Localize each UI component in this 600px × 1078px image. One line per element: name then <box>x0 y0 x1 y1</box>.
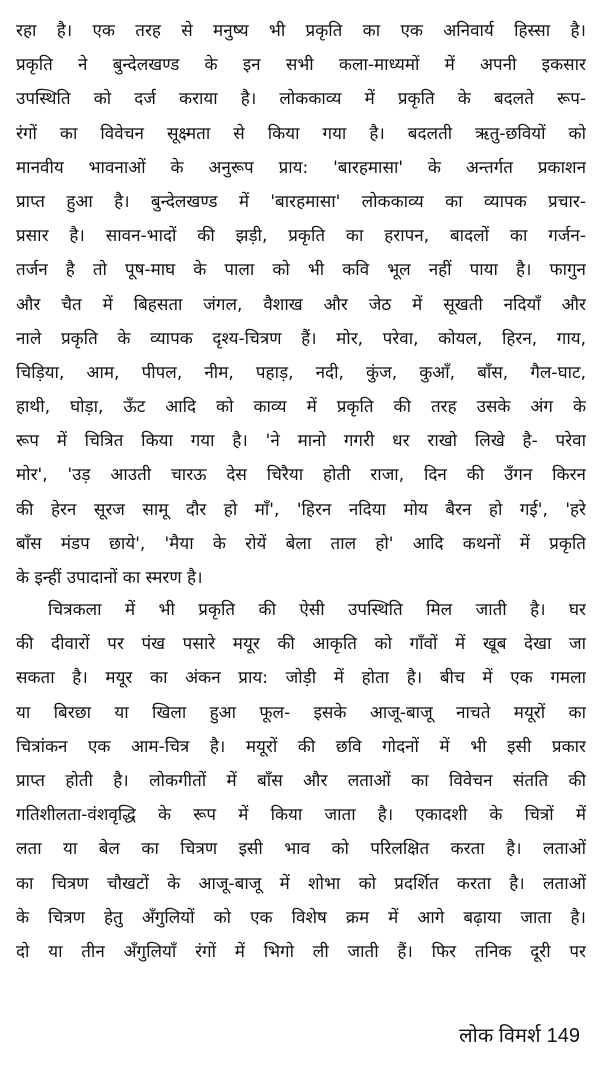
text-line: प्राप्त हुआ है। बुन्देलखण्ड में 'बारहमासा' लोककाव्य का व्यापक प्रचार- <box>16 191 586 212</box>
text-line: हाथी, घोड़ा, ऊँट आदि को काव्य में प्रकृति की तरह उसके अंग के <box>16 397 586 418</box>
text-line: लता या बेल का चित्रण इसी भाव को परिलक्षित करता है। लताओं <box>16 839 586 860</box>
text-line: प्रकृति ने बुन्देलखण्ड के इन सभी कला-माध्यमों में अपनी इकसार <box>16 55 586 76</box>
text-line: उपस्थिति को दर्ज कराया है। लोककाव्य में प्रकृति के बदलते रूप- <box>16 89 586 110</box>
text-line: तर्जन है तो पूष-माघ के पाला को भी कवि भूल नहीं पाया है। फागुन <box>16 260 586 281</box>
text-line: चित्रकला में भी प्रकृति की ऐसी उपस्थिति मिल जाती है। घर <box>48 600 586 620</box>
text-line: बाँस मंडप छाये', 'मैया के रोयें बेला ताल हो' आदि कथनों में प्रकृति <box>16 533 586 554</box>
text-line: रूप में चित्रित किया गया है। 'ने मानो गगरी धर राखो लिखे है- परेवा <box>16 431 586 452</box>
text-line: रहा है। एक तरह से मनुष्य भी प्रकृति का एक अनिवार्य हिस्सा है। <box>16 21 586 41</box>
text-line: की हेरन सूरज सामू दौर हो माँ', 'हिरन नदिया मोय बैरन हो गई', 'हरे <box>16 499 586 520</box>
text-line: का चित्रण चौखटों के आजू-बाजू में शोभा को प्रदर्शित करता है। लताओं <box>16 873 586 894</box>
text-line: चिड़िया, आम, पीपल, नीम, पहाड़, नदी, कुंज, कुआँ, बाँस, गैल-घाट, <box>16 362 586 383</box>
text-line: या बिरछा या खिला हुआ फूल- इसके आजू-बाजू नाचते मयूरों का <box>16 702 586 723</box>
text-line: सकता है। मयूर का अंकन प्राय: जोड़ी में होता है। बीच में एक गमला <box>16 668 586 689</box>
text-line: के चित्रण हेतु अँगुलियों को एक विशेष क्रम में आगे बढ़ाया जाता है। <box>16 907 586 928</box>
text-line: गतिशीलता-वंशवृद्धि के रूप में किया जाता है। एकादशी के चित्रों में <box>16 805 586 826</box>
publication-title: लोक विमर्श <box>459 1025 541 1047</box>
text-line: की दीवारों पर पंख पसारे मयूर की आकृति को गाँवों में खूब देखा जा <box>16 634 586 655</box>
paragraph-1 <box>16 14 586 595</box>
text-line: दो या तीन अँगुलियाँ रंगों में भिगो ली जाती हैं। फिर तनिक दूरी पर <box>16 941 586 962</box>
text-line: के इन्हीं उपादानों का स्मरण है। <box>16 568 203 588</box>
page-number: 149 <box>546 1025 580 1047</box>
text-line: मोर', 'उड़ आउती चारऊ देस चिरैया होती राजा, दिन की उँगन किरन <box>16 465 586 486</box>
text-line: मानवीय भावनाओं के अनुरूप प्राय: 'बारहमासा' के अन्तर्गत प्रकाशन <box>16 157 586 178</box>
text-line: रंगों का विवेचन सूक्ष्मता से किया गया है। बदलती ऋतु-छवियों को <box>16 123 586 144</box>
text-line: प्राप्त होती है। लोकगीतों में बाँस और लताओं का विवेचन संतति की <box>16 770 586 791</box>
paragraph-2 <box>16 593 586 969</box>
text-line: प्रसार है। सावन-भादों की झड़ी, प्रकृति का हरापन, बादलों का गर्जन- <box>16 226 586 247</box>
text-line: और चैत में बिहसता जंगल, वैशाख और जेठ में सूखती नदियाँ और <box>16 294 586 315</box>
page-footer <box>459 1022 580 1050</box>
text-line: नाले प्रकृति के व्यापक दृश्य-चित्रण हैं। मोर, परेवा, कोयल, हिरन, गाय, <box>16 328 586 349</box>
text-line: चित्रांकन एक आम-चित्र है। मयूरों की छवि गोदनों में भी इसी प्रकार <box>16 736 586 757</box>
